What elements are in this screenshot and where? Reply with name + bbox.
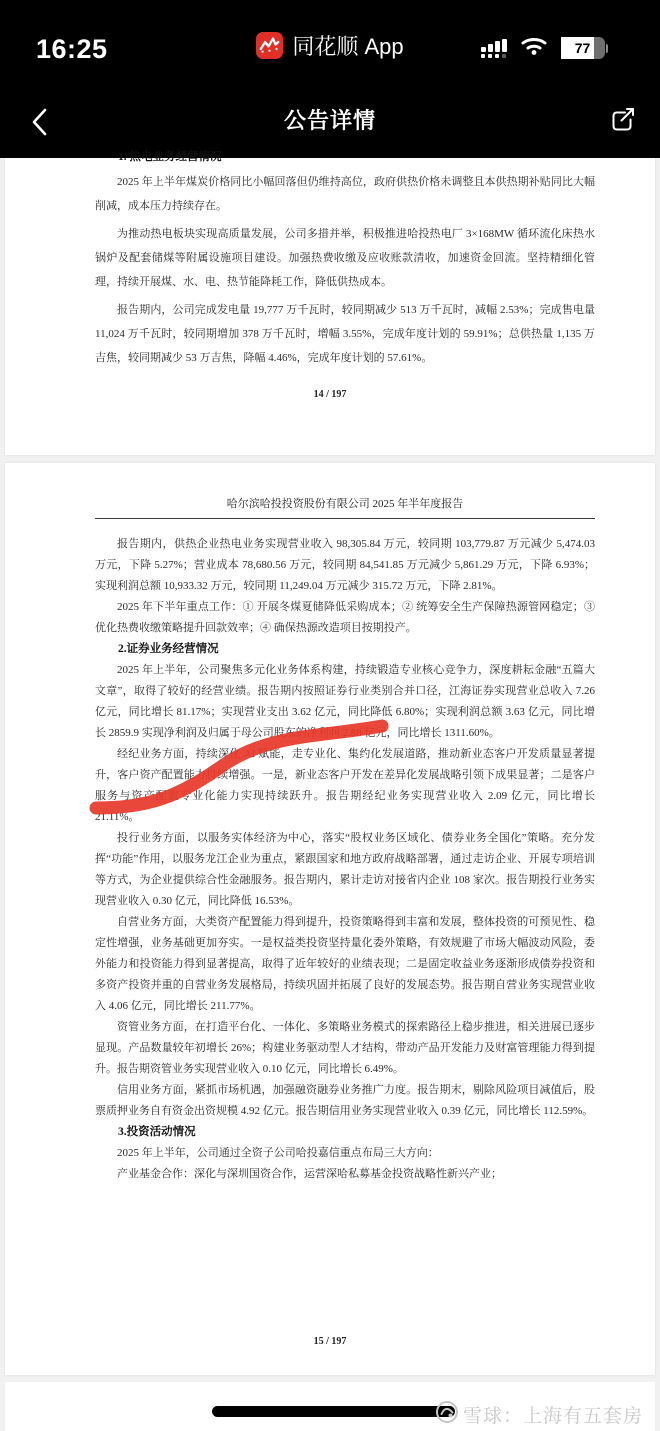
tonghuashun-app-icon [256,32,283,59]
xueqiu-watermark [435,1400,643,1429]
section-heading: 2.证券业务经营情况 [118,643,219,655]
paragraph: 报告期内，供热企业热电业务实现营业收入 98,305.84 万元，较同期 103,779.87 万元减少 5,474.03 万元，下降 5.27%；营业成本 78,680.56 万元，较同期 84,541.85 万元减少 5,861.29 万元，下降 6.93%；实现利润总额 10,933.32 万元，较同期 11,249.04 万元减少 315.72 万元，下降 2.81%。 [95,538,595,592]
page-title: 公告详情 [283,108,376,133]
paragraph: 为推动热电板块实现高质量发展，公司多措并举，积极推进哈投热电厂 3×168MW 循环流化床热水锅炉及配套储煤等附属设施项目建设。加强热费收缴及应收账款清收，加速资金回流。坚持精细化管理，持续开展煤、水、电、热节能降耗工作，降低供热成本。 [95,228,595,288]
paragraph: 信用业务方面，紧抓市场机遇，加强融资融券业务推广力度。报告期末，剔除风险项目减值后，股票质押业务自有资金出资规模 4.92 亿元。报告期信用业务实现营业收入 0.39 亿元，同比增长 112.59%。 [95,1084,595,1117]
status-bar [0,0,660,90]
paragraph: 2025 年上半年煤炭价格同比小幅回落但仍维持高位，政府供热价格未调整且本供热期补贴同比大幅削减，成本压力持续存在。 [95,176,595,212]
paragraph: 报告期内，公司完成发电量 19,777 万千瓦时，较同期减少 513 万千瓦时，减幅 2.53%；完成售电量 11,024 万千瓦时，较同期增加 378 万千瓦时，增幅 3.55%，完成年度计划的 59.91%；总供热量 1,135 万吉焦，较同期减少 53 万吉焦，降幅 4.46%，完成年度计划的 57.61%。 [95,304,595,364]
paragraph: 经纪业务方面，持续深化 AI 赋能，走专业化、集约化发展道路，推动新业态客户开发质量显著提升，客户资产配置能力持续增强。一是，新业态客户开发在差异化发展战略引领下成果显著；二是客户服务与资产配置专业化能力实现持续跃升。报告期经纪业务实现营业收入 2.09 亿元，同比增长 21.11%。 [95,748,595,823]
wifi-icon [520,35,548,61]
paragraph: 资管业务方面，在打造平台化、一体化、多策略业务模式的探索路径上稳步推进，相关进展已逐步显现。产品数量较年初增长 26%；构建业务驱动型人才结构，带动产品开发能力及财富管理能力得到提升。报告期资管业务实现营业收入 0.10 亿元，同比增长 6.49%。 [95,1021,595,1075]
clipped-section-heading: 1. 热电业务经营情况 [118,151,222,163]
paragraph: 投行业务方面，以服务实体经济为中心，落实“股权业务区域化、债券业务全国化”策略。充分发挥“功能”作用，以服务龙江企业为重点，紧跟国家和地方政府战略部署，通过走访企业、开展专项培训等方式，为企业提供综合性金融服务。报告期内，累计走访对接省内企业 108 家次。报告期投行业务实现营业收入 0.30 亿元，同比降低 16.53%。 [95,832,595,907]
footer-strip [5,1382,655,1431]
pdf-page-14 [5,151,655,455]
xueqiu-logo-icon [435,1400,459,1429]
page-number: 14 / 197 [313,389,347,400]
clock: 16:25 [36,34,108,64]
page-number: 15 / 197 [313,1336,347,1347]
document-scroll-area[interactable] [0,151,660,1431]
share-button[interactable] [600,100,644,144]
section-heading: 3.投资活动情况 [118,1126,196,1138]
report-running-header: 哈尔滨哈投投资股份有限公司 2025 年半年度报告 [226,498,464,510]
paragraph: 2025 年上半年，公司通过全资子公司哈投嘉信重点布局三大方向： [117,1147,439,1159]
paragraph: 2025 年上半年，公司聚焦多元化业务体系构建，持续锻造专业核心竞争力，深度耕耘金融“五篇大文章”，取得了较好的经营业绩。报告期内按照证券行业类别合并口径，江海证券实现营业总收入 7.26 亿元，同比增长 81.17%；实现营业支出 3.62 亿元，同比降低 6.80%；实现利润总额 3.63 亿元，同比增长 2859.9 实现净利润及归属于母公司股东的净利润 2.88 亿元，同比增长 1311.60%。 [95,664,595,739]
battery-percent: 77 [574,40,591,56]
cellular-signal-icon [481,39,507,58]
app-badge-label: 同花顺 App [292,34,404,59]
battery-icon [561,37,609,59]
black-redaction-bar [212,1406,455,1417]
watermark-text: 雪球：上海有五套房 [462,1406,643,1427]
pdf-page-15 [5,463,655,1375]
paragraph: 产业基金合作：深化与深圳国资合作，运营深哈私募基金投资战略性新兴产业； [117,1168,502,1180]
paragraph: 2025 年下半年重点工作：① 开展冬煤夏储降低采购成本；② 统筹安全生产保障热源管网稳定；③ 优化热费收缴策略提升回款效率；④ 确保热源改造项目按期投产。 [95,601,595,634]
status-icons [481,36,609,60]
header-rule [95,518,595,519]
paragraph: 自营业务方面，大类资产配置能力得到提升，投资策略得到丰富和发展，整体投资的可预见性、稳定性增强，业务基础更加夯实。一是权益类投资坚持量化委外策略，有效规避了市场大幅波动风险，委外能力和投资能力得到显著提高，取得了近年较好的业绩表现；二是固定收益业务逐渐形成债券投资和多资产投资并重的自营业务发展格局，持续巩固并拓展了良好的发展态势。报告期自营业务实现营业收入 4.06 亿元，同比增长 211.77%。 [95,916,595,1012]
share-icon [607,105,637,140]
